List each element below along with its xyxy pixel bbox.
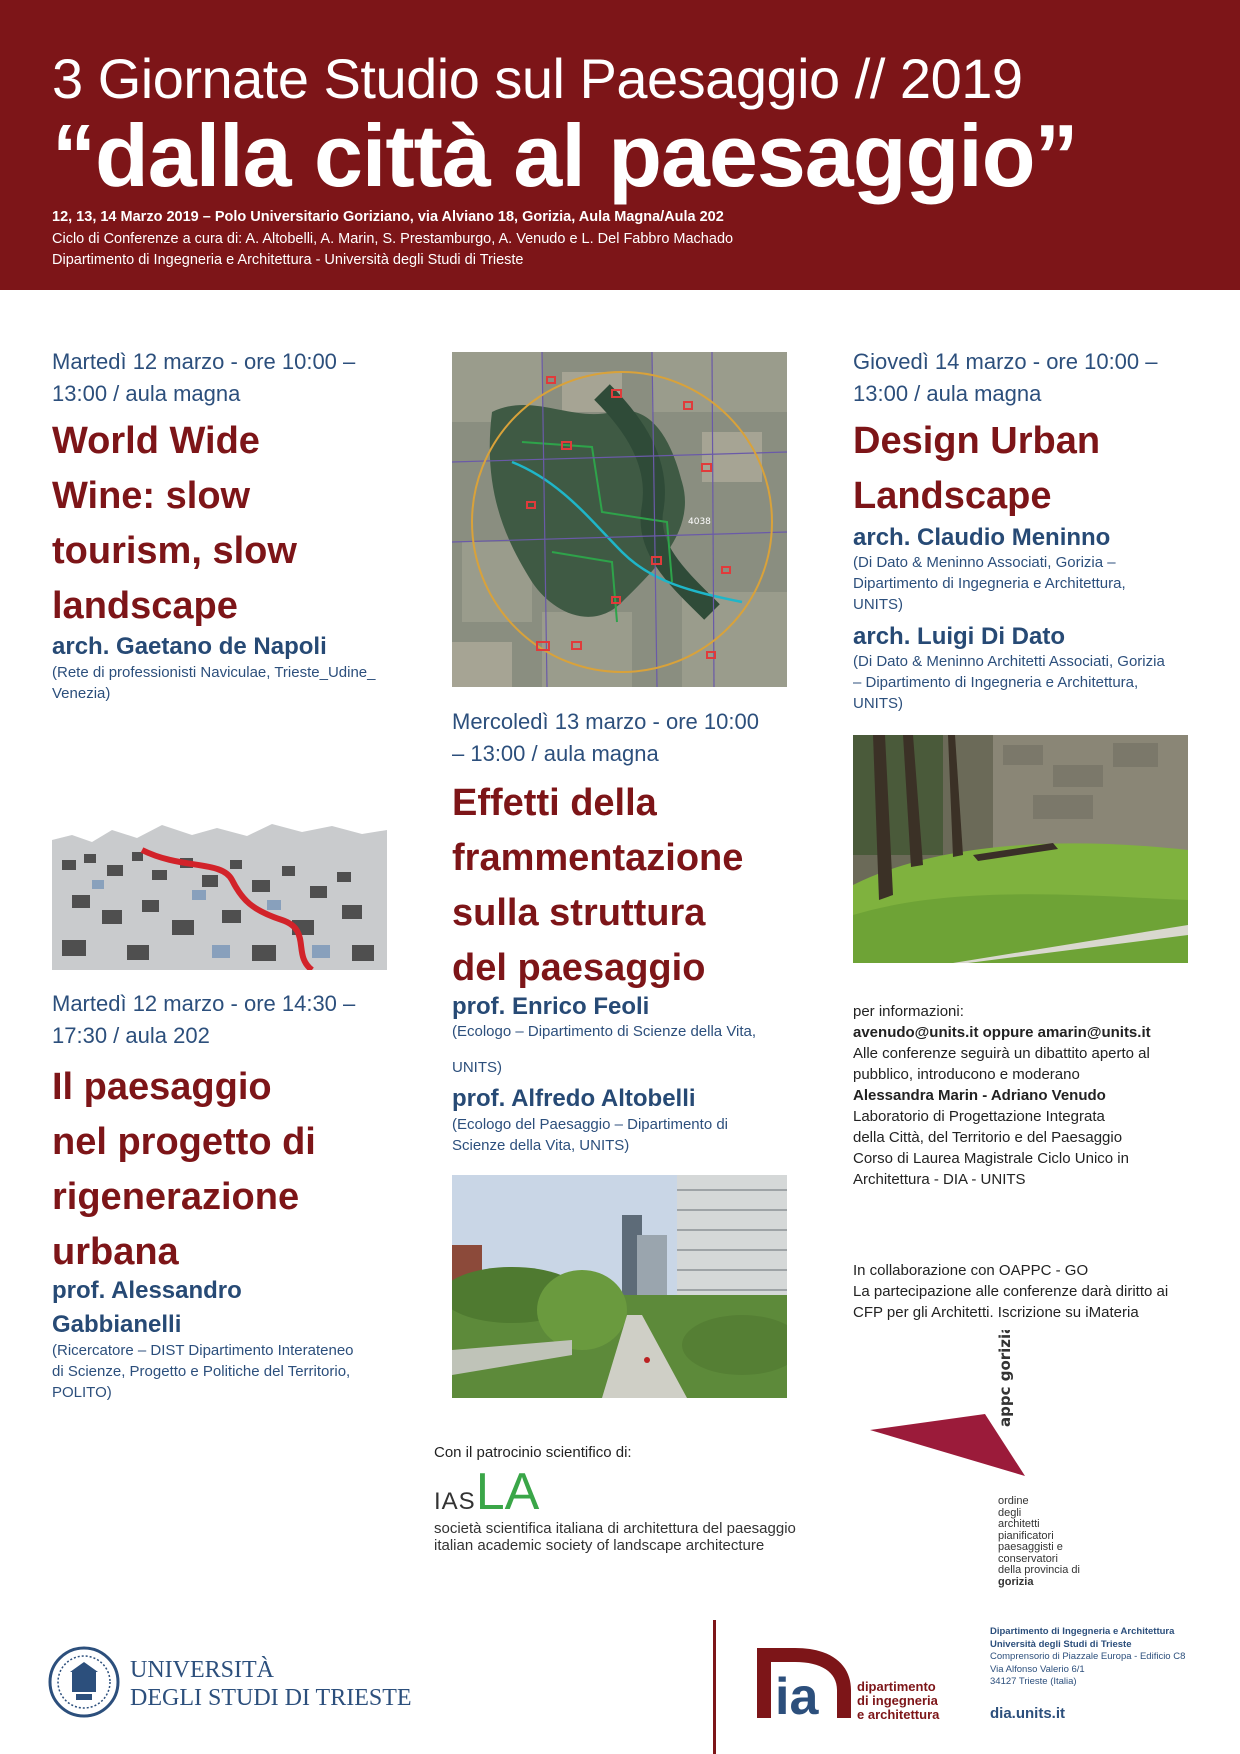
session2-title-line: Il paesaggio — [52, 1066, 272, 1108]
oappc-line: ordine — [998, 1495, 1029, 1507]
session1-image — [52, 780, 387, 970]
info-label: per informazioni: — [853, 1003, 964, 1020]
session4-speaker1: arch. Claudio Meninno — [853, 524, 1111, 551]
dia-name-line: e architettura — [857, 1707, 940, 1722]
session3-park-image — [452, 1175, 787, 1398]
info-line: Alle conferenze seguirà un dibattito aperto al — [853, 1045, 1150, 1062]
iasla-line: italian academic society of landscape architecture — [434, 1537, 765, 1554]
session2-when-line: 17:30 / aula 202 — [52, 1023, 210, 1048]
address-line: Università degli Studi di Trieste — [990, 1638, 1132, 1650]
session3-title-line: del paesaggio — [452, 947, 706, 989]
session4-affiliation1-line: (Di Dato & Meninno Associati, Gorizia – — [853, 554, 1116, 571]
session1-affiliation-line: (Rete di professionisti Naviculae, Trieste_Udine_ — [52, 664, 376, 681]
session3-affiliation1-line: UNITS) — [452, 1059, 502, 1076]
session4-image — [853, 735, 1188, 963]
event-curators: Ciclo di Conferenze a cura di: A. Altobelli, A. Marin, S. Prestamburgo, A. Venudo e L. Del Fabbro Machado — [52, 231, 734, 247]
university-seal-icon — [48, 1646, 120, 1718]
session1-speaker: arch. Gaetano de Napoli — [52, 633, 327, 660]
session2-title-line: urbana — [52, 1231, 179, 1273]
session3-speaker2: prof. Alfredo Altobelli — [452, 1085, 696, 1112]
session2-when-line: Martedì 12 marzo - ore 14:30 – — [52, 991, 356, 1016]
oappc-line: paesaggisti e — [998, 1541, 1063, 1553]
event-dates-place: 12, 13, 14 Marzo 2019 – Polo Universitario Goriziano, via Alviano 18, Gorizia, Aula Magna/Aula 202 — [52, 209, 724, 225]
oappc-line: architetti — [998, 1518, 1040, 1530]
collaboration-line: In collaborazione con OAPPC - GO — [853, 1262, 1089, 1279]
session3-title-line: Effetti della — [452, 782, 657, 824]
iasla-logo — [434, 1463, 540, 1521]
session2-affiliation-line: (Ricercatore – DIST Dipartimento Interateneo — [52, 1342, 354, 1359]
dia-address — [990, 1626, 1185, 1689]
session2-affiliation-line: POLITO) — [52, 1384, 112, 1401]
session3-affiliation2 — [452, 1114, 728, 1156]
event-subtitle: “dalla città al paesaggio” — [52, 106, 1078, 205]
oappc-line: degli — [998, 1506, 1022, 1519]
session4-when-line: 13:00 / aula magna — [853, 381, 1042, 406]
dia-name — [857, 1680, 939, 1722]
session3-title-line: frammentazione — [452, 837, 744, 879]
oappc-vertical-text: appc gorizia — [996, 1330, 1014, 1427]
oappc-line: conservatori — [998, 1552, 1058, 1565]
session1-affiliation-line: Venezia) — [52, 685, 111, 702]
session4-title-line: Landscape — [853, 475, 1052, 517]
session3-speaker1: prof. Enrico Feoli — [452, 993, 650, 1020]
patronage-label: Con il patrocinio scientifico di: — [434, 1444, 632, 1461]
iasla-description — [434, 1520, 796, 1554]
university-name — [130, 1656, 412, 1712]
dia-logo-letters: ia — [775, 1668, 819, 1718]
session4-speaker2: arch. Luigi Di Dato — [853, 623, 1066, 650]
header-band — [0, 0, 1240, 290]
session1-when — [52, 346, 355, 410]
university-name-line: UNIVERSITÀ — [130, 1657, 274, 1683]
session4-affiliation2-line: UNITS) — [853, 695, 903, 712]
session3-affiliation2-line: Scienze della Vita, UNITS) — [452, 1137, 630, 1154]
session4-affiliation2-line: (Di Dato & Meninno Architetti Associati, Gorizia — [853, 653, 1165, 670]
info-line: Architettura - DIA - UNITS — [853, 1171, 1026, 1188]
address-line: Dipartimento di Ingegneria e Architettura — [990, 1626, 1175, 1637]
dia-logo — [755, 1648, 855, 1718]
cfp-line: CFP per gli Architetti. Iscrizione su iMateria — [853, 1304, 1139, 1321]
iasla-logo-prefix: IAS — [434, 1488, 476, 1515]
iasla-logo-main: LA — [475, 1463, 540, 1521]
dia-name-line: dipartimento — [857, 1679, 936, 1694]
session4-affiliation2 — [853, 651, 1165, 714]
info-line: pubblico, introducono e moderano — [853, 1066, 1080, 1083]
session2-speaker-line: prof. Alessandro — [52, 1277, 242, 1304]
session3-title-line: sulla struttura — [452, 892, 706, 934]
session1-title-line: World Wide — [52, 420, 260, 462]
oappc-text — [998, 1496, 1080, 1588]
session4-title — [853, 414, 1100, 524]
info-line: della Città, del Territorio e del Paesaggio — [853, 1129, 1123, 1146]
info-emails[interactable]: avenudo@units.it oppure amarin@units.it — [853, 1024, 1151, 1041]
dia-website-link[interactable]: dia.units.it — [990, 1705, 1065, 1722]
session1-title-line: Wine: slow — [52, 475, 251, 517]
session2-title-line: nel progetto di — [52, 1121, 316, 1163]
session1-affiliation — [52, 662, 376, 704]
session4-when-line: Giovedì 14 marzo - ore 10:00 – — [853, 349, 1158, 374]
session4-affiliation1 — [853, 552, 1126, 615]
session2-speaker — [52, 1274, 242, 1342]
address-line: Comprensorio di Piazzale Europa - Edificio C8 — [990, 1651, 1186, 1662]
session2-affiliation — [52, 1340, 354, 1403]
session3-when-line: – 13:00 / aula magna — [452, 741, 659, 766]
oappc-line: gorizia — [998, 1575, 1034, 1588]
session3-when — [452, 706, 759, 770]
event-department: Dipartimento di Ingegneria e Architettura - Università degli Studi di Trieste — [52, 252, 524, 268]
session2-title-line: rigenerazione — [52, 1176, 300, 1218]
info-line: Corso di Laurea Magistrale Ciclo Unico in — [853, 1150, 1129, 1167]
oappc-line: pianificatori — [998, 1529, 1054, 1542]
footer-divider — [713, 1620, 716, 1754]
info-line: Laboratorio di Progettazione Integrata — [853, 1108, 1105, 1125]
session4-affiliation2-line: – Dipartimento di Ingegneria e Architettura, — [853, 674, 1139, 691]
address-line: Via Alfonso Valerio 6/1 — [990, 1663, 1085, 1675]
info-block — [853, 1001, 1193, 1190]
session1-when-line: 13:00 / aula magna — [52, 381, 241, 406]
session2-title — [52, 1060, 316, 1280]
session3-when-line: Mercoledì 13 marzo - ore 10:00 — [452, 709, 759, 734]
session3-map-image — [452, 352, 787, 687]
university-name-line: DEGLI STUDI DI TRIESTE — [130, 1685, 412, 1711]
session4-affiliation1-line: Dipartimento di Ingegneria e Architettura, — [853, 575, 1126, 592]
oappc-logo — [870, 1330, 1030, 1490]
session1-title — [52, 414, 297, 634]
info-moderators: Alessandra Marin - Adriano Venudo — [853, 1087, 1106, 1104]
session3-affiliation2-line: (Ecologo del Paesaggio – Dipartimento di — [452, 1116, 728, 1133]
collaboration-block — [853, 1260, 1193, 1323]
session2-speaker-line: Gabbianelli — [52, 1311, 182, 1338]
event-title: 3 Giornate Studio sul Paesaggio // 2019 — [52, 47, 1023, 110]
map-label: 4038 — [688, 517, 711, 527]
session1-when-line: Martedì 12 marzo - ore 10:00 – — [52, 349, 356, 374]
session2-when — [52, 988, 355, 1052]
session1-title-line: landscape — [52, 585, 238, 627]
session4-title-line: Design Urban — [853, 420, 1101, 462]
address-line: 34127 Trieste (Italia) — [990, 1676, 1077, 1687]
session4-when — [853, 346, 1158, 410]
session2-affiliation-line: di Scienze, Progetto e Politiche del Territorio, — [52, 1363, 351, 1380]
oappc-line: della provincia di — [998, 1564, 1080, 1576]
session3-title — [452, 776, 743, 996]
cfp-line: La partecipazione alle conferenze darà diritto ai — [853, 1283, 1169, 1300]
session3-affiliation1-line: (Ecologo – Dipartimento di Scienze della Vita, — [452, 1023, 757, 1040]
dia-name-line: di ingegneria — [857, 1693, 938, 1708]
session4-affiliation1-line: UNITS) — [853, 596, 903, 613]
iasla-line: società scientifica italiana di architettura del paesaggio — [434, 1520, 796, 1537]
session1-title-line: tourism, slow — [52, 530, 297, 572]
